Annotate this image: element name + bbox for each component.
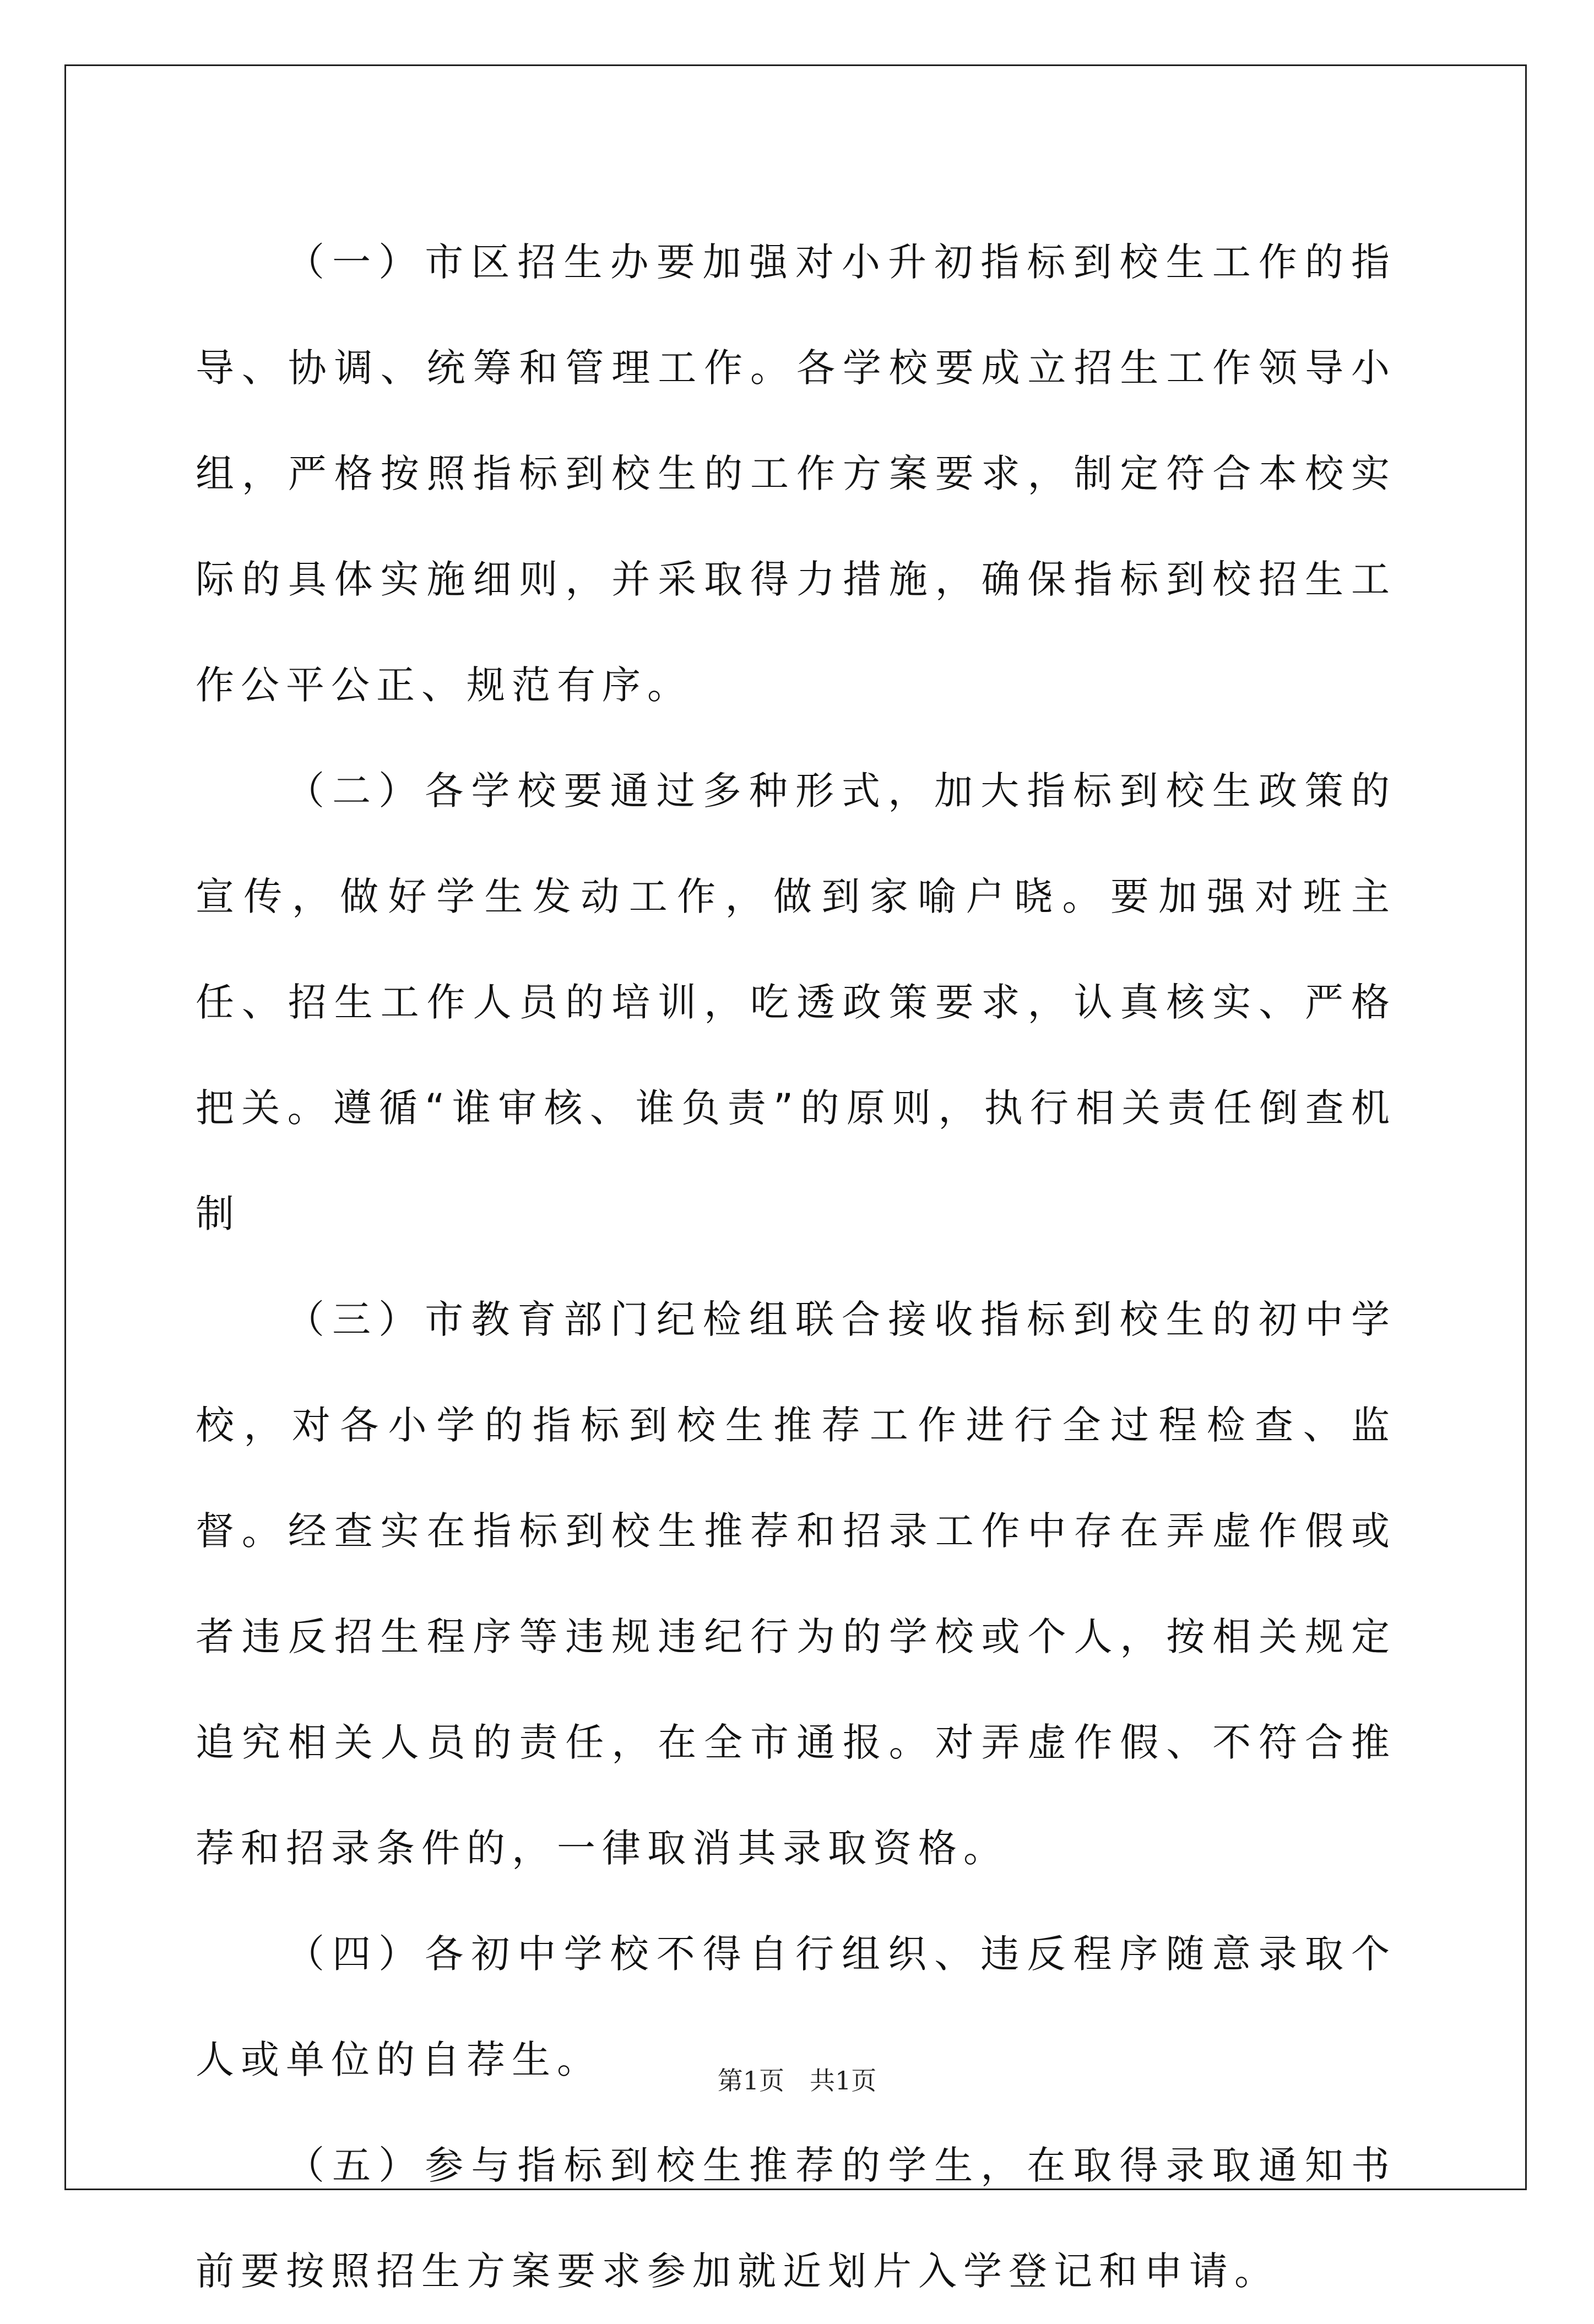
paragraph-4: （四）各初中学校不得自行组织、违反程序随意录取个人或单位的自荐生。: [196, 1931, 1396, 2082]
document-body: [196, 209, 1396, 2324]
paragraph-2: （二）各学校要通过多种形式，加大指标到校生政策的宣传，做好学生发动工作，做到家喻户晓。要加强对班主任、招生工作人员的培训，吃透政策要求，认真核实、严格把关。遵循“谁审核、谁负责”的原则，执行相关责任倒查机制: [196, 768, 1396, 1236]
page-footer: 第1页 共1页: [717, 2066, 877, 2095]
paragraph-3: （三）市教育部门纪检组联合接收指标到校生的初中学校，对各小学的指标到校生推荐工作进行全过程检查、监督。经查实在指标到校生推荐和招录工作中存在弄虚作假或者违反招生程序等违规违纪行为的学校或个人，按相关规定追究相关人员的责任，在全市通报。对弄虚作假、不符合推荐和招录条件的，一律取消其录取资格。: [196, 1297, 1396, 1871]
paragraph-5: （五）参与指标到校生推荐的学生，在取得录取通知书前要按照招生方案要求参加就近划片入学登记和申请。: [196, 2143, 1396, 2294]
paragraph-1: （一）市区招生办要加强对小升初指标到校生工作的指导、协调、统筹和管理工作。各学校要成立招生工作领导小组，严格按照指标到校生的工作方案要求，制定符合本校实际的具体实施细则，并采取得力措施，确保指标到校招生工作公平公正、规范有序。: [196, 240, 1396, 708]
